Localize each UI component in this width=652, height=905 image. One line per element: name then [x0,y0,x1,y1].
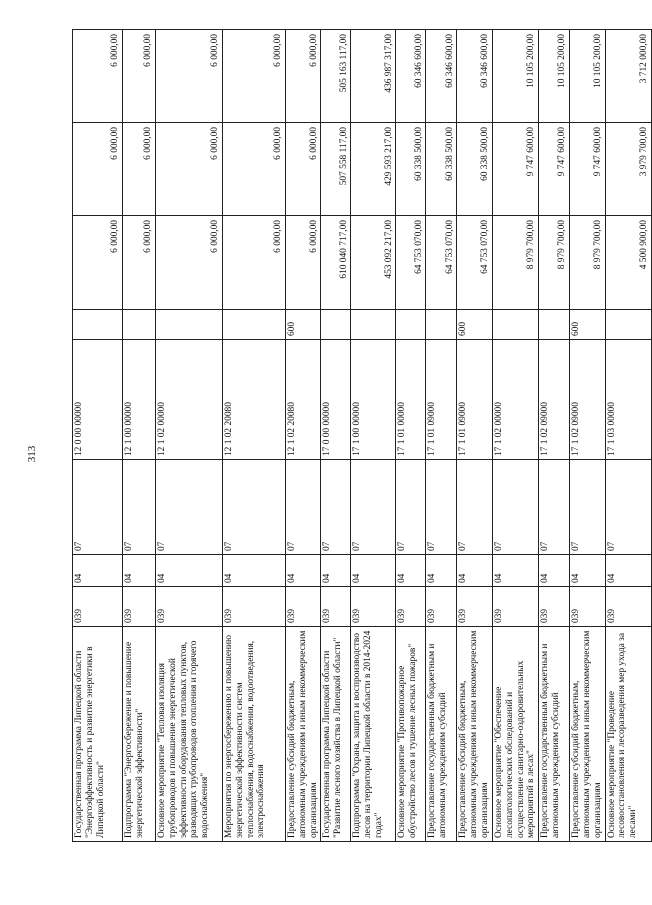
row-amount-year1-cell: 8 979 700,00 [492,216,538,310]
row-section-code-cell: 04 [492,555,538,587]
row-amount-year2-cell: 60 338 500,00 [426,123,457,216]
row-name-cell: Предоставление субсидий бюджетным, автономным учреждениям и иным некоммерческим организациям [570,627,605,842]
row-amount-year2-cell: 6 000,00 [223,123,286,216]
row-section-code-cell: 04 [457,555,492,587]
rotated-budget-table-container [72,30,649,842]
row-grbs-code-cell: 039 [539,587,570,627]
row-amount-year2-cell: 3 979 700,00 [605,123,651,216]
row-grbs-code-cell: 039 [426,587,457,627]
row-amount-year2-cell: 9 747 600,00 [570,123,605,216]
row-grbs-code-cell: 039 [396,587,426,627]
row-grbs-code-cell: 039 [351,587,396,627]
table-row [351,30,396,842]
row-expense-type-cell [426,310,457,340]
row-subsection-code-cell: 07 [539,460,570,555]
row-name-cell: Предоставление субсидий бюджетным, автономным учреждениям и иным некоммерческим организациям [286,627,321,842]
row-target-article-cell: 17 0 00 00000 [321,340,351,460]
row-subsection-code-cell: 07 [321,460,351,555]
row-expense-type-cell [396,310,426,340]
row-section-code-cell: 04 [605,555,651,587]
row-amount-year2-cell: 6 000,00 [156,123,223,216]
row-target-article-cell: 12 1 00 00000 [123,340,156,460]
row-name-cell: Предоставление государственным бюджетным и автономным учреждениям субсидий [539,627,570,842]
budget-table-body [73,30,652,842]
row-amount-year3-cell: 60 346 600,00 [426,30,457,123]
row-section-code-cell: 04 [539,555,570,587]
table-row [73,30,123,842]
row-expense-type-cell: 600 [570,310,605,340]
row-amount-year1-cell: 610 040 717,00 [321,216,351,310]
row-name-cell: Государственная программа Липецкой области "Развитие лесного хозяйства в Липецкой области" [321,627,351,842]
table-row [570,30,605,842]
row-subsection-code-cell: 07 [570,460,605,555]
table-row [396,30,426,842]
row-subsection-code-cell: 07 [156,460,223,555]
row-target-article-cell: 17 1 01 09000 [457,340,492,460]
row-grbs-code-cell: 039 [321,587,351,627]
row-section-code-cell: 04 [321,555,351,587]
row-amount-year3-cell: 6 000,00 [286,30,321,123]
row-target-article-cell: 17 1 02 09000 [539,340,570,460]
row-amount-year2-cell: 9 747 600,00 [492,123,538,216]
row-section-code-cell: 04 [351,555,396,587]
row-amount-year3-cell: 10 105 200,00 [539,30,570,123]
row-grbs-code-cell: 039 [156,587,223,627]
table-row [223,30,286,842]
row-target-article-cell: 17 1 00 00000 [351,340,396,460]
page-number: 313 [26,445,38,463]
row-name-cell: Основное мероприятие "Тепловая изоляция трубопроводов и повышение энергетической эффективности оборудования тепловых пунктов, разводящих трубопроводов отопления и горячего водоснабжения" [156,627,223,842]
row-subsection-code-cell: 07 [457,460,492,555]
row-name-cell: Основное мероприятие "Обеспечение лесопатологических обследований и осуществление санитарно-оздоровительных мероприятий в лесах" [492,627,538,842]
row-grbs-code-cell: 039 [605,587,651,627]
row-subsection-code-cell: 07 [123,460,156,555]
row-expense-type-cell [605,310,651,340]
row-expense-type-cell [539,310,570,340]
row-amount-year1-cell: 6 000,00 [156,216,223,310]
row-amount-year1-cell: 6 000,00 [123,216,156,310]
row-amount-year1-cell: 6 000,00 [223,216,286,310]
row-amount-year2-cell: 6 000,00 [73,123,123,216]
row-name-cell: Мероприятия по энергосбережению и повышению энергетической эффективности систем теплоснабжения, водоснабжения, водоотведения, электроснабжения [223,627,286,842]
row-amount-year3-cell: 6 000,00 [223,30,286,123]
row-grbs-code-cell: 039 [123,587,156,627]
row-expense-type-cell: 600 [457,310,492,340]
row-section-code-cell: 04 [570,555,605,587]
row-amount-year3-cell: 436 987 317,00 [351,30,396,123]
row-target-article-cell: 17 1 01 09000 [426,340,457,460]
row-subsection-code-cell: 07 [351,460,396,555]
row-grbs-code-cell: 039 [73,587,123,627]
row-amount-year3-cell: 6 000,00 [156,30,223,123]
row-amount-year1-cell: 64 753 070,00 [457,216,492,310]
row-subsection-code-cell: 07 [223,460,286,555]
table-row [605,30,651,842]
row-section-code-cell: 04 [396,555,426,587]
table-row [156,30,223,842]
table-row [123,30,156,842]
row-target-article-cell: 12 0 00 00000 [73,340,123,460]
row-target-article-cell: 12 1 02 00000 [156,340,223,460]
row-subsection-code-cell: 07 [426,460,457,555]
row-name-cell: Государственная программа Липецкой области "Энергоэффективность и развитие энергетики в Липецкой области" [73,627,123,842]
row-amount-year2-cell: 507 558 117,00 [321,123,351,216]
row-amount-year3-cell: 6 000,00 [123,30,156,123]
row-name-cell: Основное мероприятие "Противопожарное обустройство лесов и тушение лесных пожаров" [396,627,426,842]
row-expense-type-cell [492,310,538,340]
row-amount-year1-cell: 64 753 070,00 [396,216,426,310]
row-name-cell: Предоставление государственным бюджетным и автономным учреждениям субсидий [426,627,457,842]
row-name-cell: Основное мероприятие "Проведение лесовосстановления и лесоразведения мер ухода за лесами" [605,627,651,842]
budget-table [72,29,652,842]
row-subsection-code-cell: 07 [396,460,426,555]
row-expense-type-cell [321,310,351,340]
row-grbs-code-cell: 039 [223,587,286,627]
row-amount-year2-cell: 6 000,00 [123,123,156,216]
row-target-article-cell: 17 1 02 00000 [492,340,538,460]
row-amount-year2-cell: 9 747 600,00 [539,123,570,216]
row-amount-year3-cell: 6 000,00 [73,30,123,123]
row-amount-year3-cell: 60 346 600,00 [396,30,426,123]
row-amount-year1-cell: 6 000,00 [73,216,123,310]
row-name-cell: Предоставление субсидий бюджетным, автономным учреждениям и иным некоммерческим организациям [457,627,492,842]
row-amount-year3-cell: 505 163 117,00 [321,30,351,123]
row-expense-type-cell: 600 [286,310,321,340]
row-target-article-cell: 17 1 02 09000 [570,340,605,460]
row-expense-type-cell [351,310,396,340]
row-amount-year3-cell: 3 712 000,00 [605,30,651,123]
row-name-cell: Подпрограмма "Охрана, защита и воспроизводство лесов на территории Липецкой области в 2014-2024 годах" [351,627,396,842]
row-grbs-code-cell: 039 [492,587,538,627]
table-row [286,30,321,842]
row-amount-year2-cell: 60 338 500,00 [457,123,492,216]
table-row [492,30,538,842]
row-expense-type-cell [123,310,156,340]
row-expense-type-cell [156,310,223,340]
row-amount-year2-cell: 6 000,00 [286,123,321,216]
row-section-code-cell: 04 [123,555,156,587]
row-section-code-cell: 04 [223,555,286,587]
row-target-article-cell: 12 1 02 20080 [286,340,321,460]
table-row [426,30,457,842]
row-expense-type-cell [73,310,123,340]
row-amount-year2-cell: 60 338 500,00 [396,123,426,216]
table-row [321,30,351,842]
row-amount-year1-cell: 4 500 900,00 [605,216,651,310]
row-amount-year1-cell: 8 979 700,00 [570,216,605,310]
row-grbs-code-cell: 039 [286,587,321,627]
row-amount-year1-cell: 8 979 700,00 [539,216,570,310]
row-amount-year1-cell: 453 092 217,00 [351,216,396,310]
row-amount-year3-cell: 60 346 600,00 [457,30,492,123]
row-expense-type-cell [223,310,286,340]
row-section-code-cell: 04 [286,555,321,587]
row-grbs-code-cell: 039 [457,587,492,627]
row-target-article-cell: 17 1 01 00000 [396,340,426,460]
row-amount-year1-cell: 6 000,00 [286,216,321,310]
row-target-article-cell: 12 1 02 20080 [223,340,286,460]
row-name-cell: Подпрограмма "Энергосбережение и повышение энергетической эффективности" [123,627,156,842]
row-subsection-code-cell: 07 [605,460,651,555]
row-subsection-code-cell: 07 [286,460,321,555]
table-row [457,30,492,842]
row-target-article-cell: 17 1 03 00000 [605,340,651,460]
row-subsection-code-cell: 07 [492,460,538,555]
row-section-code-cell: 04 [156,555,223,587]
row-grbs-code-cell: 039 [570,587,605,627]
row-section-code-cell: 04 [73,555,123,587]
row-amount-year3-cell: 10 105 200,00 [570,30,605,123]
row-amount-year2-cell: 429 593 217,00 [351,123,396,216]
table-row [539,30,570,842]
row-amount-year1-cell: 64 753 070,00 [426,216,457,310]
row-amount-year3-cell: 10 105 200,00 [492,30,538,123]
row-section-code-cell: 04 [426,555,457,587]
row-subsection-code-cell: 07 [73,460,123,555]
